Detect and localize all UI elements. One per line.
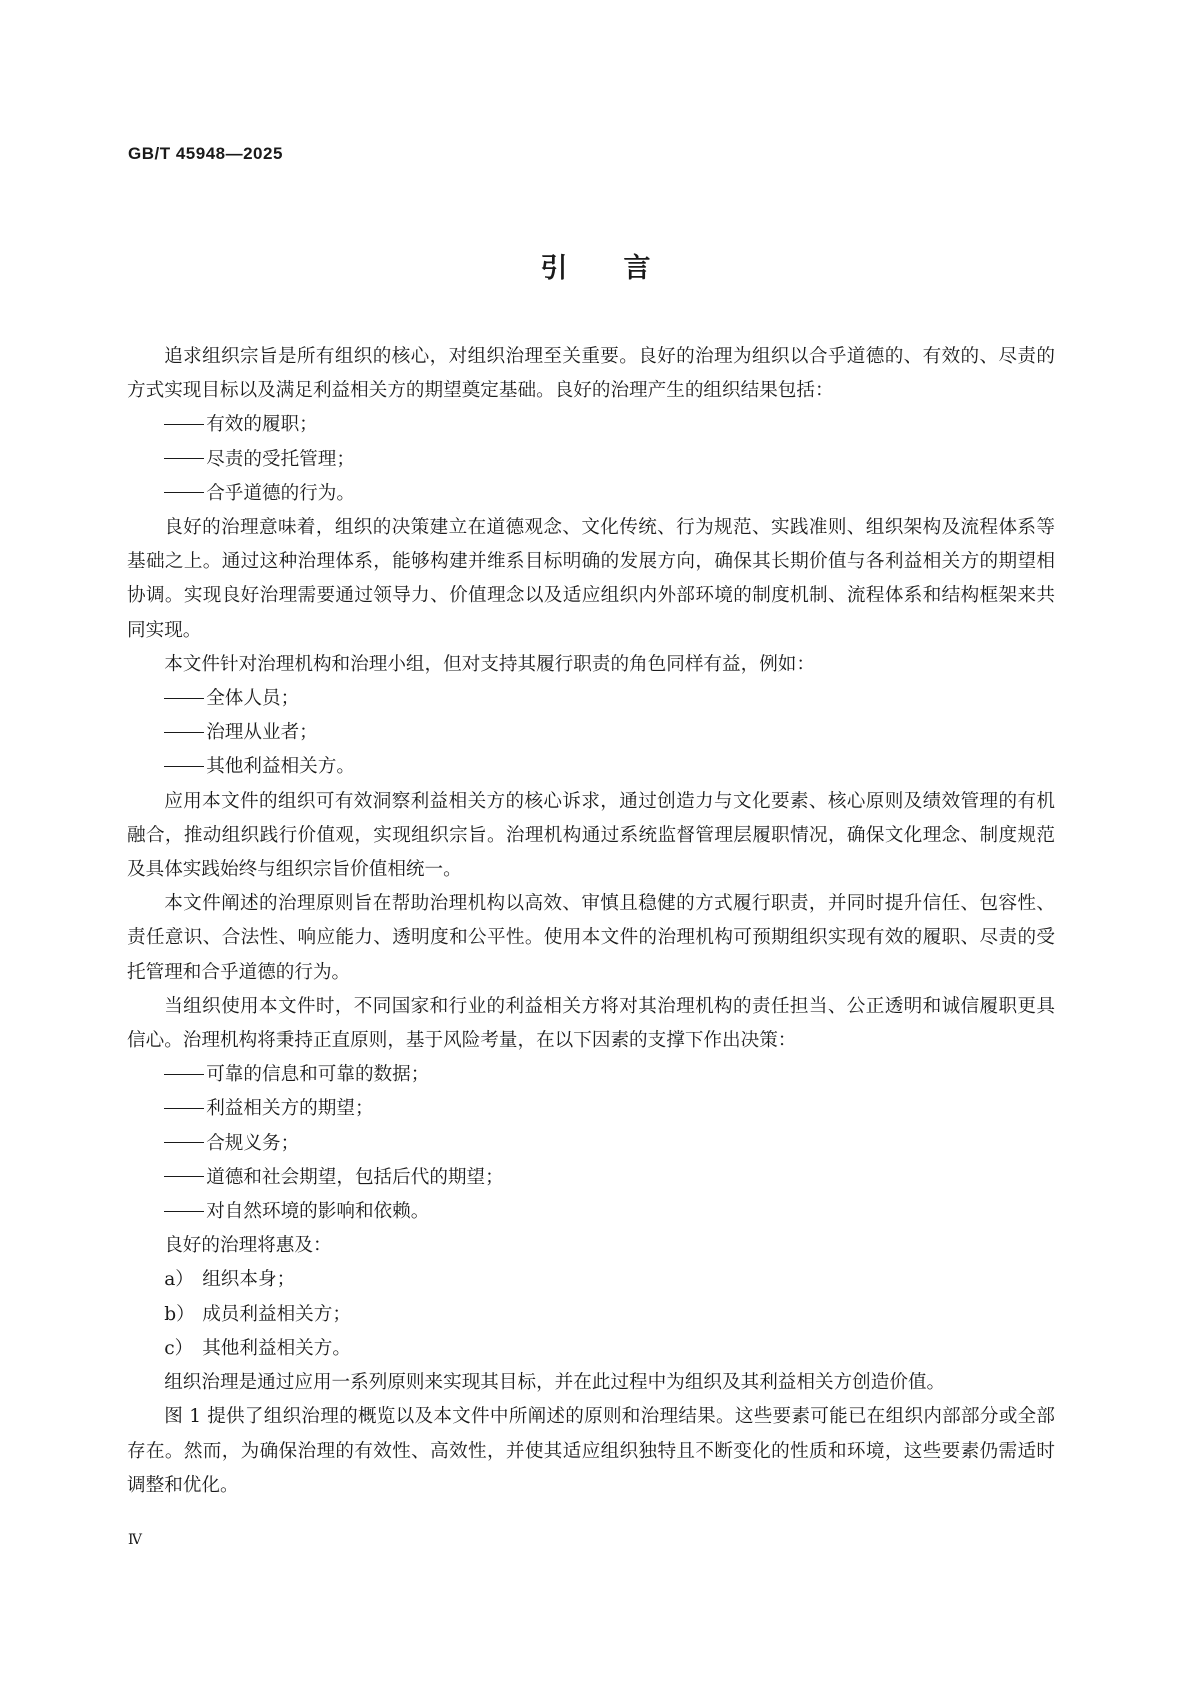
list-label: a） [164,1269,194,1291]
em-dash-mark [164,424,204,425]
paragraph: 本文件阐述的治理原则旨在帮助治理机构以高效、审慎且稳健的方式履行职责，并同时提升信任、包容性、责任意识、合法性、响应能力、透明度和公平性。使用本文件的治理机构可预期组织实现有效的履职、尽责的受托管理和合乎道德的行为。 [127,893,1055,983]
lettered-list-item: c） 其他利益相关方。 [127,1332,1055,1366]
dash-list-item: 治理从业者； [127,716,1055,750]
dash-list-item: 全体人员； [127,682,1055,716]
em-dash-mark [164,1211,204,1212]
paragraph: 良好的治理将惠及： [164,1235,332,1257]
em-dash-mark [164,766,204,767]
page-number: Ⅳ [128,1532,142,1548]
em-dash-mark [164,732,204,733]
em-dash-mark [164,1074,204,1075]
em-dash-mark [164,1108,204,1109]
em-dash-mark [164,1176,204,1177]
dash-list-item: 对自然环境的影响和依赖。 [127,1195,1055,1229]
dash-list-item: 合规义务； [127,1127,1055,1161]
dash-list-item: 尽责的受托管理； [127,443,1055,477]
dash-list-item: 道德和社会期望，包括后代的期望； [127,1161,1055,1195]
paragraph: 本文件针对治理机构和治理小组，但对支持其履行职责的角色同样有益，例如： [164,653,815,675]
em-dash-mark [164,458,204,459]
dash-list-item: 其他利益相关方。 [127,750,1055,784]
lettered-list-item: a） 组织本身； [127,1263,1055,1297]
paragraph: 当组织使用本文件时，不同国家和行业的利益相关方将对其治理机构的责任担当、公正透明和诚信履职更具信心。治理机构将秉持正直原则，基于风险考量，在以下因素的支撑下作出决策： [127,995,1055,1052]
list-label: b） [164,1303,195,1325]
em-dash-mark [164,1142,204,1143]
paragraph: 追求组织宗旨是所有组织的核心，对组织治理至关重要。良好的治理为组织以合乎道德的、有效的、尽责的方式实现目标以及满足利益相关方的期望奠定基础。良好的治理产生的组织结果包括： [127,346,1055,402]
paragraph: 图 1 提供了组织治理的概览以及本文件中所阐述的原则和治理结果。这些要素可能已在组织内部部分或全部存在。然而，为确保治理的有效性、高效性，并使其适应组织独特且不断变化的性质和环境，这些要素仍需适时调整和优化。 [127,1406,1055,1496]
dash-list-item: 合乎道德的行为。 [127,477,1055,511]
dash-list-item: 利益相关方的期望； [127,1092,1055,1126]
em-dash-mark [164,698,204,699]
dash-list-item: 可靠的信息和可靠的数据； [127,1058,1055,1092]
list-label: c） [164,1337,194,1359]
em-dash-mark [164,492,204,493]
dash-list-item: 有效的履职； [127,408,1055,442]
standard-code: GB/T 45948—2025 [128,144,283,163]
paragraph: 良好的治理意味着，组织的决策建立在道德观念、文化传统、行为规范、实践准则、组织架构及流程体系等基础之上。通过这种治理体系，能够构建并维系目标明确的发展方向，确保其长期价值与各利益相关方的期望相协调。实现良好治理需要通过领导力、价值理念以及适应组织内外部环境的制度机制、流程体系和结构框架来共同实现。 [127,517,1055,641]
lettered-list-item: b） 成员利益相关方； [127,1298,1055,1332]
paragraph: 应用本文件的组织可有效洞察利益相关方的核心诉求，通过创造力与文化要素、核心原则及绩效管理的有机融合，推动组织践行价值观，实现组织宗旨。治理机构通过系统监督管理层履职情况，确保文化理念、制度规范及具体实践始终与组织宗旨价值相统一。 [127,790,1055,881]
document-body [127,340,1055,1503]
page-title: 引言 [540,253,707,284]
paragraph: 组织治理是通过应用一系列原则来实现其目标，并在此过程中为组织及其利益相关方创造价值。 [164,1372,946,1394]
